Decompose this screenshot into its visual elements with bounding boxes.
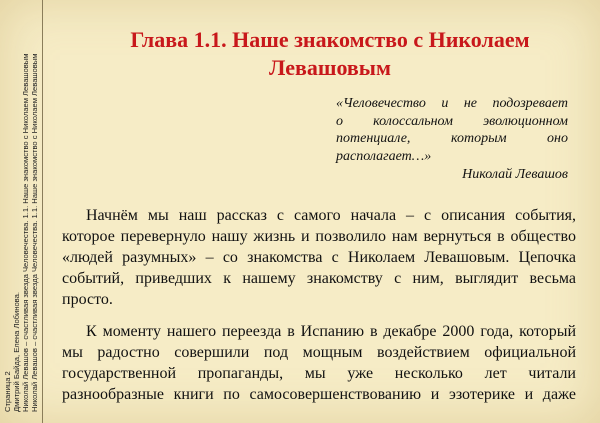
paragraph-line: «людей разумных» – со знакомства с Николаем Левашовым. Цепочка — [62, 249, 576, 266]
side-book-title: Николай Левашов – счастливая звезда Человечества. 1.1. Наше знакомство с Николаем Левашовым — [30, 53, 39, 412]
paragraph-line: которое перевернуло нашу жизнь и позволило нам вернуться в общество — [62, 228, 576, 245]
chapter-title-line-1: Глава 1.1. Наше знакомство с Николаем — [130, 27, 530, 52]
epigraph — [336, 95, 568, 184]
epigraph-line: «Человечество и не подозревает — [336, 96, 568, 111]
paragraph-line: просто. — [62, 291, 113, 308]
side-margin — [0, 0, 48, 423]
epigraph-line: потенциале, которым оно — [336, 131, 568, 146]
side-authors: Дмитрий Байда, Елена Лобинова. — [12, 292, 21, 412]
margin-divider — [42, 0, 43, 423]
epigraph-line: о колоссальном эволюционном — [336, 113, 568, 129]
paragraph-line: государственной пропаганды, мы уже несколько лет читали — [62, 365, 576, 382]
epigraph-line: располагает…» — [336, 148, 432, 164]
side-book-chapter: Николай Левашов – счастливая звезда Человечества. 1.1. Наше знакомство с Николаем Левашовым — [21, 53, 30, 412]
chapter-title-line-2: Левашовым — [269, 55, 391, 80]
paragraph-line: Начнём мы наш рассказ с самого начала – с описания события, — [86, 207, 576, 224]
page-number: Страница 2 — [3, 371, 12, 412]
paragraph-line: событий, приведших к нашему знакомству с ним, выглядит весьма — [62, 270, 576, 287]
body-paragraph-1 — [62, 205, 576, 310]
epigraph-author: Николай Левашов — [462, 167, 568, 182]
paragraph-line: разнообразные книги по самосовершенствованию и эзотерике и даже — [62, 386, 576, 403]
paragraph-line: К моменту нашего переезда в Испанию в декабре 2000 года, который — [86, 323, 576, 340]
chapter-title — [60, 26, 600, 82]
paragraph-line: мы радостно совершили под мощным воздействием официальной — [62, 344, 576, 361]
body-paragraph-2 — [62, 321, 576, 405]
